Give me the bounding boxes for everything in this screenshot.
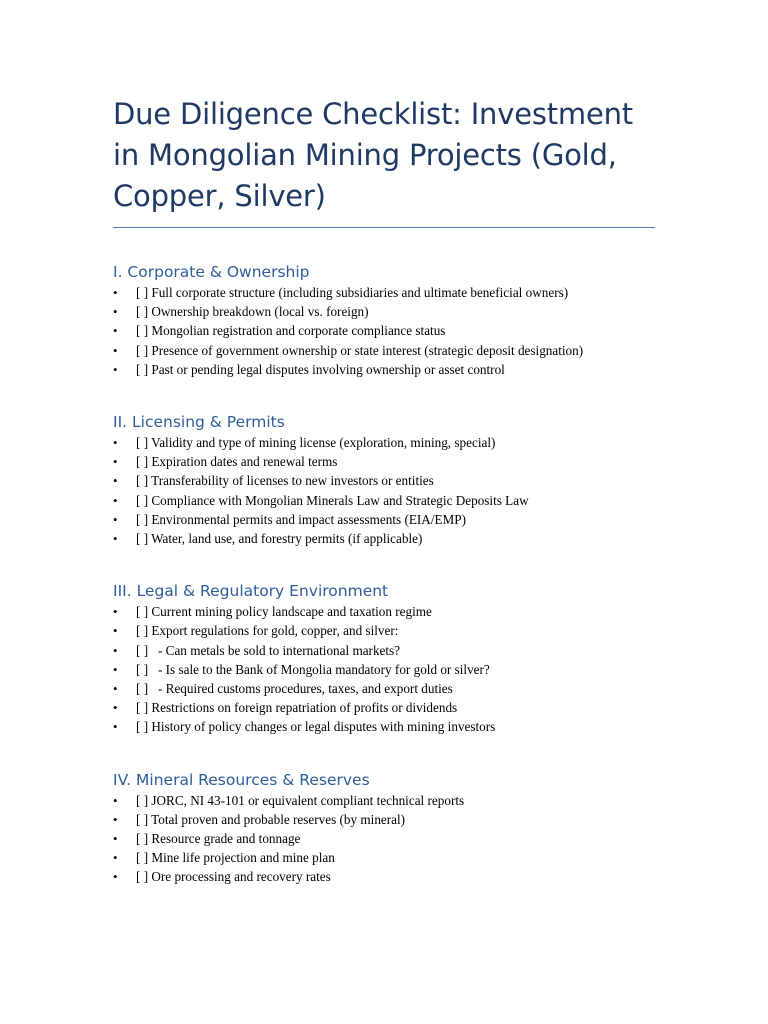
checklist-item-text: [ ] Export regulations for gold, copper, and silver: xyxy=(136,623,399,639)
checklist-item-text: [ ] Total proven and probable reserves (by mineral) xyxy=(136,811,406,827)
section-heading: I. Corporate & Ownership xyxy=(113,263,310,281)
bullet-icon: • xyxy=(113,285,118,300)
checklist-item xyxy=(113,283,658,302)
checklist-item-text: [ ] Environmental permits and impact assessments (EIA/EMP) xyxy=(136,511,466,527)
checklist-item xyxy=(113,341,658,360)
section-heading: II. Licensing & Permits xyxy=(113,413,285,432)
checklist-item xyxy=(113,491,658,510)
checklist-item-text: [ ] Compliance with Mongolian Minerals Law and Strategic Deposits Law xyxy=(136,492,529,508)
checklist-item xyxy=(113,829,658,848)
checklist-items xyxy=(113,791,658,887)
bullet-icon: • xyxy=(113,473,118,489)
checklist-item xyxy=(113,641,658,660)
bullet-icon: • xyxy=(113,604,118,620)
checklist-item xyxy=(113,679,658,698)
bullet-icon: • xyxy=(113,792,118,808)
checklist-item xyxy=(113,433,658,452)
checklist-item xyxy=(113,791,658,810)
bullet-icon: • xyxy=(113,492,118,508)
bullet-icon: • xyxy=(113,531,118,547)
checklist-item xyxy=(113,660,658,679)
checklist-item xyxy=(113,602,658,621)
checklist-item-text: [ ] Past or pending legal disputes involving ownership or asset control xyxy=(136,361,505,377)
bullet-icon: • xyxy=(113,435,118,451)
checklist-item xyxy=(113,717,658,736)
checklist-section xyxy=(113,262,658,379)
checklist-item xyxy=(113,321,658,340)
bullet-icon: • xyxy=(113,623,118,639)
checklist-item-text: [ ] Restrictions on foreign repatriation of profits or dividends xyxy=(136,700,458,716)
title-divider xyxy=(113,227,655,228)
checklist-item-text: [ ] History of policy changes or legal disputes with mining investors xyxy=(136,719,496,735)
bullet-icon: • xyxy=(113,869,118,885)
checklist-item-text: [ ] Current mining policy landscape and taxation regime xyxy=(136,604,432,620)
checklist-items xyxy=(113,433,658,548)
checklist-section xyxy=(113,581,658,736)
checklist-item-text: [ ] Ownership breakdown (local vs. foreign) xyxy=(136,304,369,320)
bullet-icon: • xyxy=(113,850,118,866)
checklist-section xyxy=(113,412,658,548)
checklist-item xyxy=(113,452,658,471)
checklist-item-text: [ ] Resource grade and tonnage xyxy=(136,831,301,847)
checklist-item-text: [ ] Ore processing and recovery rates xyxy=(136,869,331,885)
bullet-icon: • xyxy=(113,700,118,716)
bullet-icon: • xyxy=(113,719,118,735)
checklist-item-text: [ ] Mongolian registration and corporate compliance status xyxy=(136,323,446,339)
bullet-icon: • xyxy=(113,511,118,527)
checklist-item-text: [ ] Mine life projection and mine plan xyxy=(136,850,335,866)
section-heading: IV. Mineral Resources & Reserves xyxy=(113,770,370,789)
bullet-icon: • xyxy=(113,454,118,470)
checklist-items xyxy=(113,283,658,379)
checklist-sections xyxy=(113,262,658,887)
bullet-icon: • xyxy=(113,681,118,697)
checklist-item-text: [ ] - Required customs procedures, taxes, and export duties xyxy=(136,681,453,697)
checklist-item-text: [ ] Full corporate structure (including subsidiaries and ultimate beneficial owners) xyxy=(136,285,569,300)
section-heading: III. Legal & Regulatory Environment xyxy=(113,582,389,601)
checklist-section xyxy=(113,770,658,887)
checklist-item-text: [ ] Water, land use, and forestry permits (if applicable) xyxy=(136,531,423,547)
checklist-item-text: [ ] Presence of government ownership or state interest (strategic deposit designation) xyxy=(136,342,584,358)
checklist-item xyxy=(113,471,658,490)
bullet-icon: • xyxy=(113,323,118,339)
bullet-icon: • xyxy=(113,342,118,358)
checklist-item-text: [ ] - Is sale to the Bank of Mongolia mandatory for gold or silver? xyxy=(136,661,490,677)
checklist-item xyxy=(113,867,658,886)
checklist-item xyxy=(113,360,658,379)
bullet-icon: • xyxy=(113,831,118,847)
checklist-item-text: [ ] JORC, NI 43-101 or equivalent compliant technical reports xyxy=(136,792,465,808)
document-title: Due Diligence Checklist: Investment in Mongolian Mining Projects (Gold, Copper, Silver) xyxy=(113,97,633,213)
checklist-item-text: [ ] - Can metals be sold to international markets? xyxy=(136,642,401,658)
checklist-item xyxy=(113,621,658,640)
checklist-item xyxy=(113,848,658,867)
checklist-item xyxy=(113,302,658,321)
checklist-item-text: [ ] Validity and type of mining license (exploration, mining, special) xyxy=(136,435,496,451)
checklist-item xyxy=(113,698,658,717)
checklist-item-text: [ ] Transferability of licenses to new investors or entities xyxy=(136,473,434,489)
bullet-icon: • xyxy=(113,811,118,827)
checklist-item xyxy=(113,510,658,529)
bullet-icon: • xyxy=(113,642,118,658)
bullet-icon: • xyxy=(113,661,118,677)
checklist-item-text: [ ] Expiration dates and renewal terms xyxy=(136,454,338,470)
checklist-items xyxy=(113,602,658,736)
bullet-icon: • xyxy=(113,361,118,377)
checklist-item xyxy=(113,529,658,548)
checklist-item xyxy=(113,810,658,829)
bullet-icon: • xyxy=(113,304,118,320)
document-page xyxy=(113,0,658,887)
